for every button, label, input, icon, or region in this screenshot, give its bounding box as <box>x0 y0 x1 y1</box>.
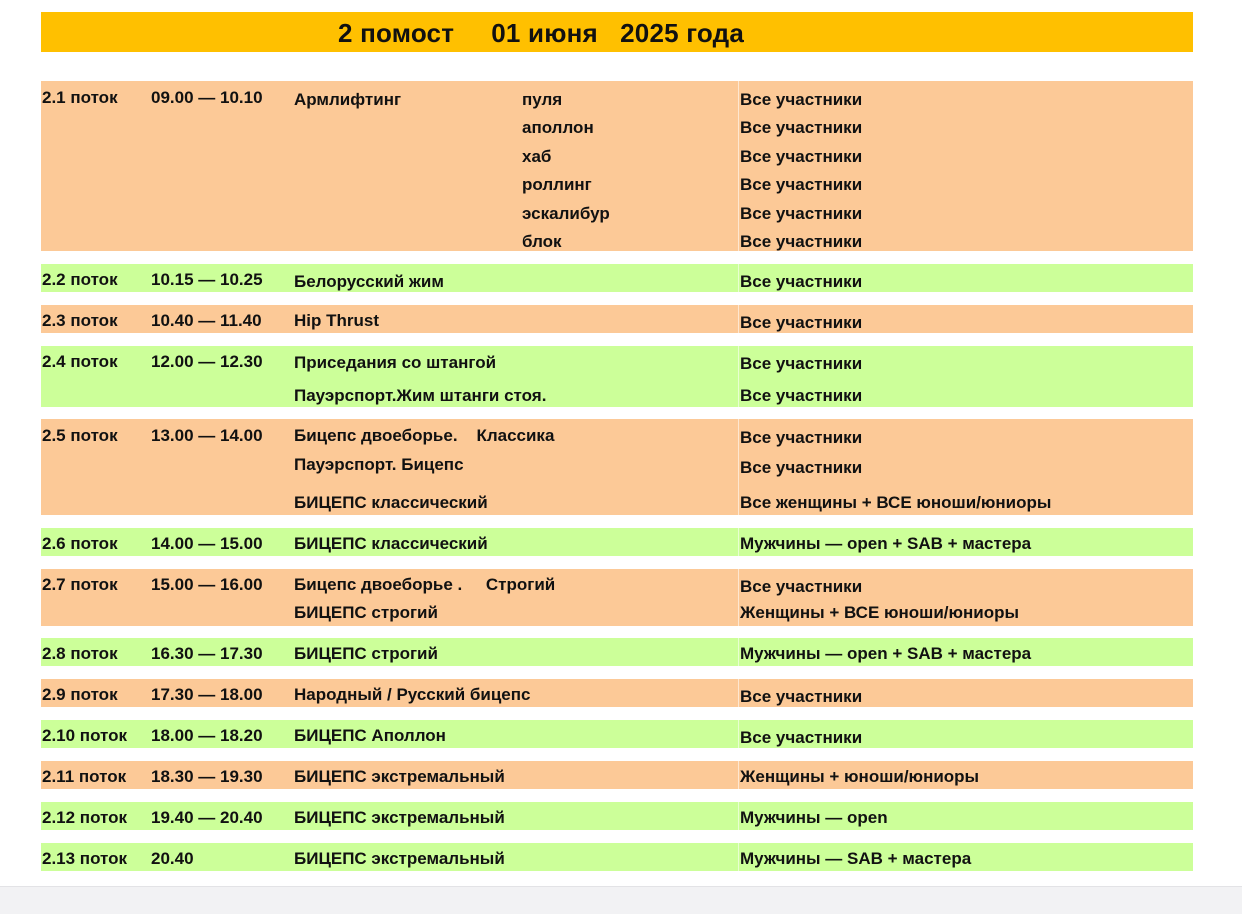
schedule-row-2-13 <box>41 843 1193 871</box>
schedule-row-2-11 <box>41 761 1193 789</box>
participant-group: Мужчины — SAB + мастера <box>740 849 972 868</box>
schedule-row-2-9 <box>41 679 1193 707</box>
participant-group: Мужчины — open <box>740 808 888 827</box>
participant-group: Все участники <box>740 687 863 706</box>
participant-group: Все участники <box>740 458 863 477</box>
participant-group: Мужчины — open + SAB + мастера <box>740 644 1032 663</box>
schedule-row-2-2 <box>41 264 1193 292</box>
discipline: Приседания со штангой <box>294 353 497 372</box>
time-range: 18.30 — 19.30 <box>151 767 263 786</box>
column-divider <box>738 346 739 407</box>
participant-group: Все участники <box>740 147 863 166</box>
flow-label: 2.5 поток <box>42 426 118 445</box>
column-divider <box>738 305 739 333</box>
flow-label: 2.2 поток <box>42 270 118 289</box>
participant-group: Все участники <box>740 175 863 194</box>
participant-group: Все женщины + ВСЕ юноши/юниоры <box>740 493 1052 512</box>
discipline: Hip Thrust <box>294 311 379 330</box>
discipline: Народный / Русский бицепс <box>294 685 531 704</box>
column-divider <box>738 761 739 789</box>
column-divider <box>738 528 739 556</box>
time-range: 09.00 — 10.10 <box>151 88 263 107</box>
schedule-row-2-3 <box>41 305 1193 333</box>
column-divider <box>738 419 739 515</box>
discipline: Белорусский жим <box>294 272 444 291</box>
column-divider <box>738 843 739 871</box>
flow-label: 2.11 поток <box>42 767 127 786</box>
flow-label: 2.8 поток <box>42 644 118 663</box>
participant-group: Женщины + юноши/юниоры <box>740 767 980 786</box>
discipline: БИЦЕПС строгий <box>294 603 438 622</box>
tool-item: блок <box>522 232 562 251</box>
tool-item: пуля <box>522 90 563 109</box>
discipline: Пауэрспорт. Бицепс <box>294 455 464 474</box>
flow-label: 2.10 поток <box>42 726 128 745</box>
participant-group: Все участники <box>740 386 863 405</box>
participant-group: Все участники <box>740 728 863 747</box>
time-range: 13.00 — 14.00 <box>151 426 263 445</box>
participant-group: Все участники <box>740 577 863 596</box>
column-divider <box>738 638 739 666</box>
schedule-header <box>41 12 1193 52</box>
time-range: 14.00 — 15.00 <box>151 534 263 553</box>
discipline: Пауэрспорт.Жим штанги стоя. <box>294 386 547 405</box>
participant-group: Все участники <box>740 272 863 291</box>
flow-label: 2.13 поток <box>42 849 128 868</box>
schedule-row-2-8 <box>41 638 1193 666</box>
flow-label: 2.6 поток <box>42 534 118 553</box>
column-divider <box>738 569 739 626</box>
participant-group: Все участники <box>740 428 863 447</box>
flow-label: 2.9 поток <box>42 685 118 704</box>
schedule-row-2-12 <box>41 802 1193 830</box>
time-range: 16.30 — 17.30 <box>151 644 263 663</box>
discipline: БИЦЕПС экстремальный <box>294 849 505 868</box>
tool-item: роллинг <box>522 175 592 194</box>
discipline: БИЦЕПС экстремальный <box>294 767 505 786</box>
schedule-row-2-10 <box>41 720 1193 748</box>
time-range: 19.40 — 20.40 <box>151 808 263 827</box>
discipline: Бицепс двоеборье . Строгий <box>294 575 556 594</box>
flow-label: 2.7 поток <box>42 575 118 594</box>
discipline: БИЦЕПС классический <box>294 534 488 553</box>
time-range: 18.00 — 18.20 <box>151 726 263 745</box>
schedule-row-2-1 <box>41 81 1193 251</box>
time-range: 10.15 — 10.25 <box>151 270 263 289</box>
participant-group: Мужчины — open + SAB + мастера <box>740 534 1032 553</box>
participant-group: Все участники <box>740 354 863 373</box>
time-range: 12.00 — 12.30 <box>151 352 263 371</box>
viewer-bottom-bar <box>0 886 1242 914</box>
discipline: БИЦЕПС Аполлон <box>294 726 446 745</box>
flow-label: 2.4 поток <box>42 352 118 371</box>
time-range: 17.30 — 18.00 <box>151 685 263 704</box>
participant-group: Женщины + ВСЕ юноши/юниоры <box>740 603 1020 622</box>
flow-label: 2.12 поток <box>42 808 128 827</box>
participant-group: Все участники <box>740 204 863 223</box>
discipline: Армлифтинг <box>294 90 402 109</box>
participant-group: Все участники <box>740 232 863 251</box>
tool-item: эскалибур <box>522 204 610 223</box>
participant-group: Все участники <box>740 313 863 332</box>
tool-item: аполлон <box>522 118 594 137</box>
time-range: 10.40 — 11.40 <box>151 311 262 330</box>
discipline: Бицепс двоеборье. Классика <box>294 426 555 445</box>
column-divider <box>738 679 739 707</box>
column-divider <box>738 264 739 292</box>
participant-group: Все участники <box>740 90 863 109</box>
column-divider <box>738 802 739 830</box>
schedule-row-2-5 <box>41 419 1193 515</box>
schedule-row-2-6 <box>41 528 1193 556</box>
discipline: БИЦЕПС экстремальный <box>294 808 505 827</box>
schedule-row-2-4 <box>41 346 1193 407</box>
schedule-row-2-7 <box>41 569 1193 626</box>
discipline: БИЦЕПС классический <box>294 493 488 512</box>
flow-label: 2.3 поток <box>42 311 118 330</box>
discipline: БИЦЕПС строгий <box>294 644 438 663</box>
time-range: 20.40 <box>151 849 194 868</box>
participant-group: Все участники <box>740 118 863 137</box>
time-range: 15.00 — 16.00 <box>151 575 263 594</box>
column-divider <box>738 720 739 748</box>
flow-label: 2.1 поток <box>42 88 118 107</box>
tool-item: хаб <box>522 147 552 166</box>
page-title: 2 помост 01 июня 2025 года <box>338 18 744 48</box>
column-divider <box>738 81 739 251</box>
